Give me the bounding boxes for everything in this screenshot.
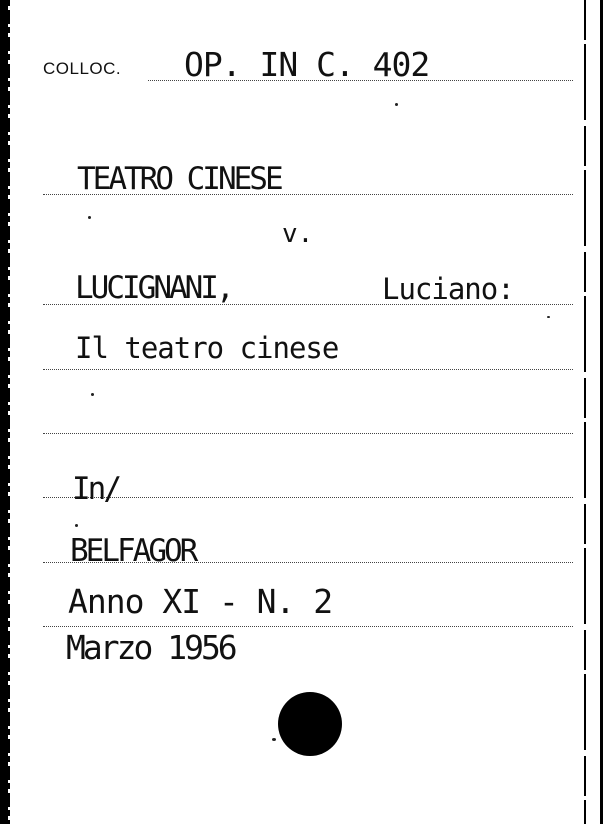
card-left-edge bbox=[0, 0, 8, 824]
author-given-name: Luciano: bbox=[382, 272, 514, 306]
ruled-line bbox=[43, 433, 573, 434]
ink-speck bbox=[91, 393, 94, 396]
card-left-edge-shadow bbox=[8, 0, 10, 824]
journal-title: BELFAGOR bbox=[70, 533, 196, 569]
author-surname: LUCIGNANI, bbox=[75, 270, 232, 306]
work-title: Il teatro cinese bbox=[75, 331, 339, 365]
in-label: In/ bbox=[72, 471, 119, 507]
ink-speck bbox=[272, 738, 276, 741]
card-right-edge-shadow bbox=[584, 0, 586, 824]
see-reference: v. bbox=[282, 219, 314, 249]
punch-hole bbox=[278, 692, 342, 756]
call-number: OP. IN C. 402 bbox=[184, 45, 430, 84]
ruled-line bbox=[43, 497, 573, 498]
subject-heading: TEATRO CINESE bbox=[77, 161, 281, 197]
ink-speck bbox=[88, 216, 91, 219]
ink-speck bbox=[395, 103, 398, 106]
issue-line: Anno XI - N. 2 bbox=[68, 582, 333, 621]
ruled-line bbox=[43, 626, 573, 627]
ruled-line bbox=[43, 369, 573, 370]
ink-speck bbox=[547, 316, 550, 318]
colloc-label: COLLOC. bbox=[43, 59, 122, 78]
ink-speck bbox=[75, 524, 78, 527]
date-line: Marzo 1956 bbox=[66, 628, 235, 667]
